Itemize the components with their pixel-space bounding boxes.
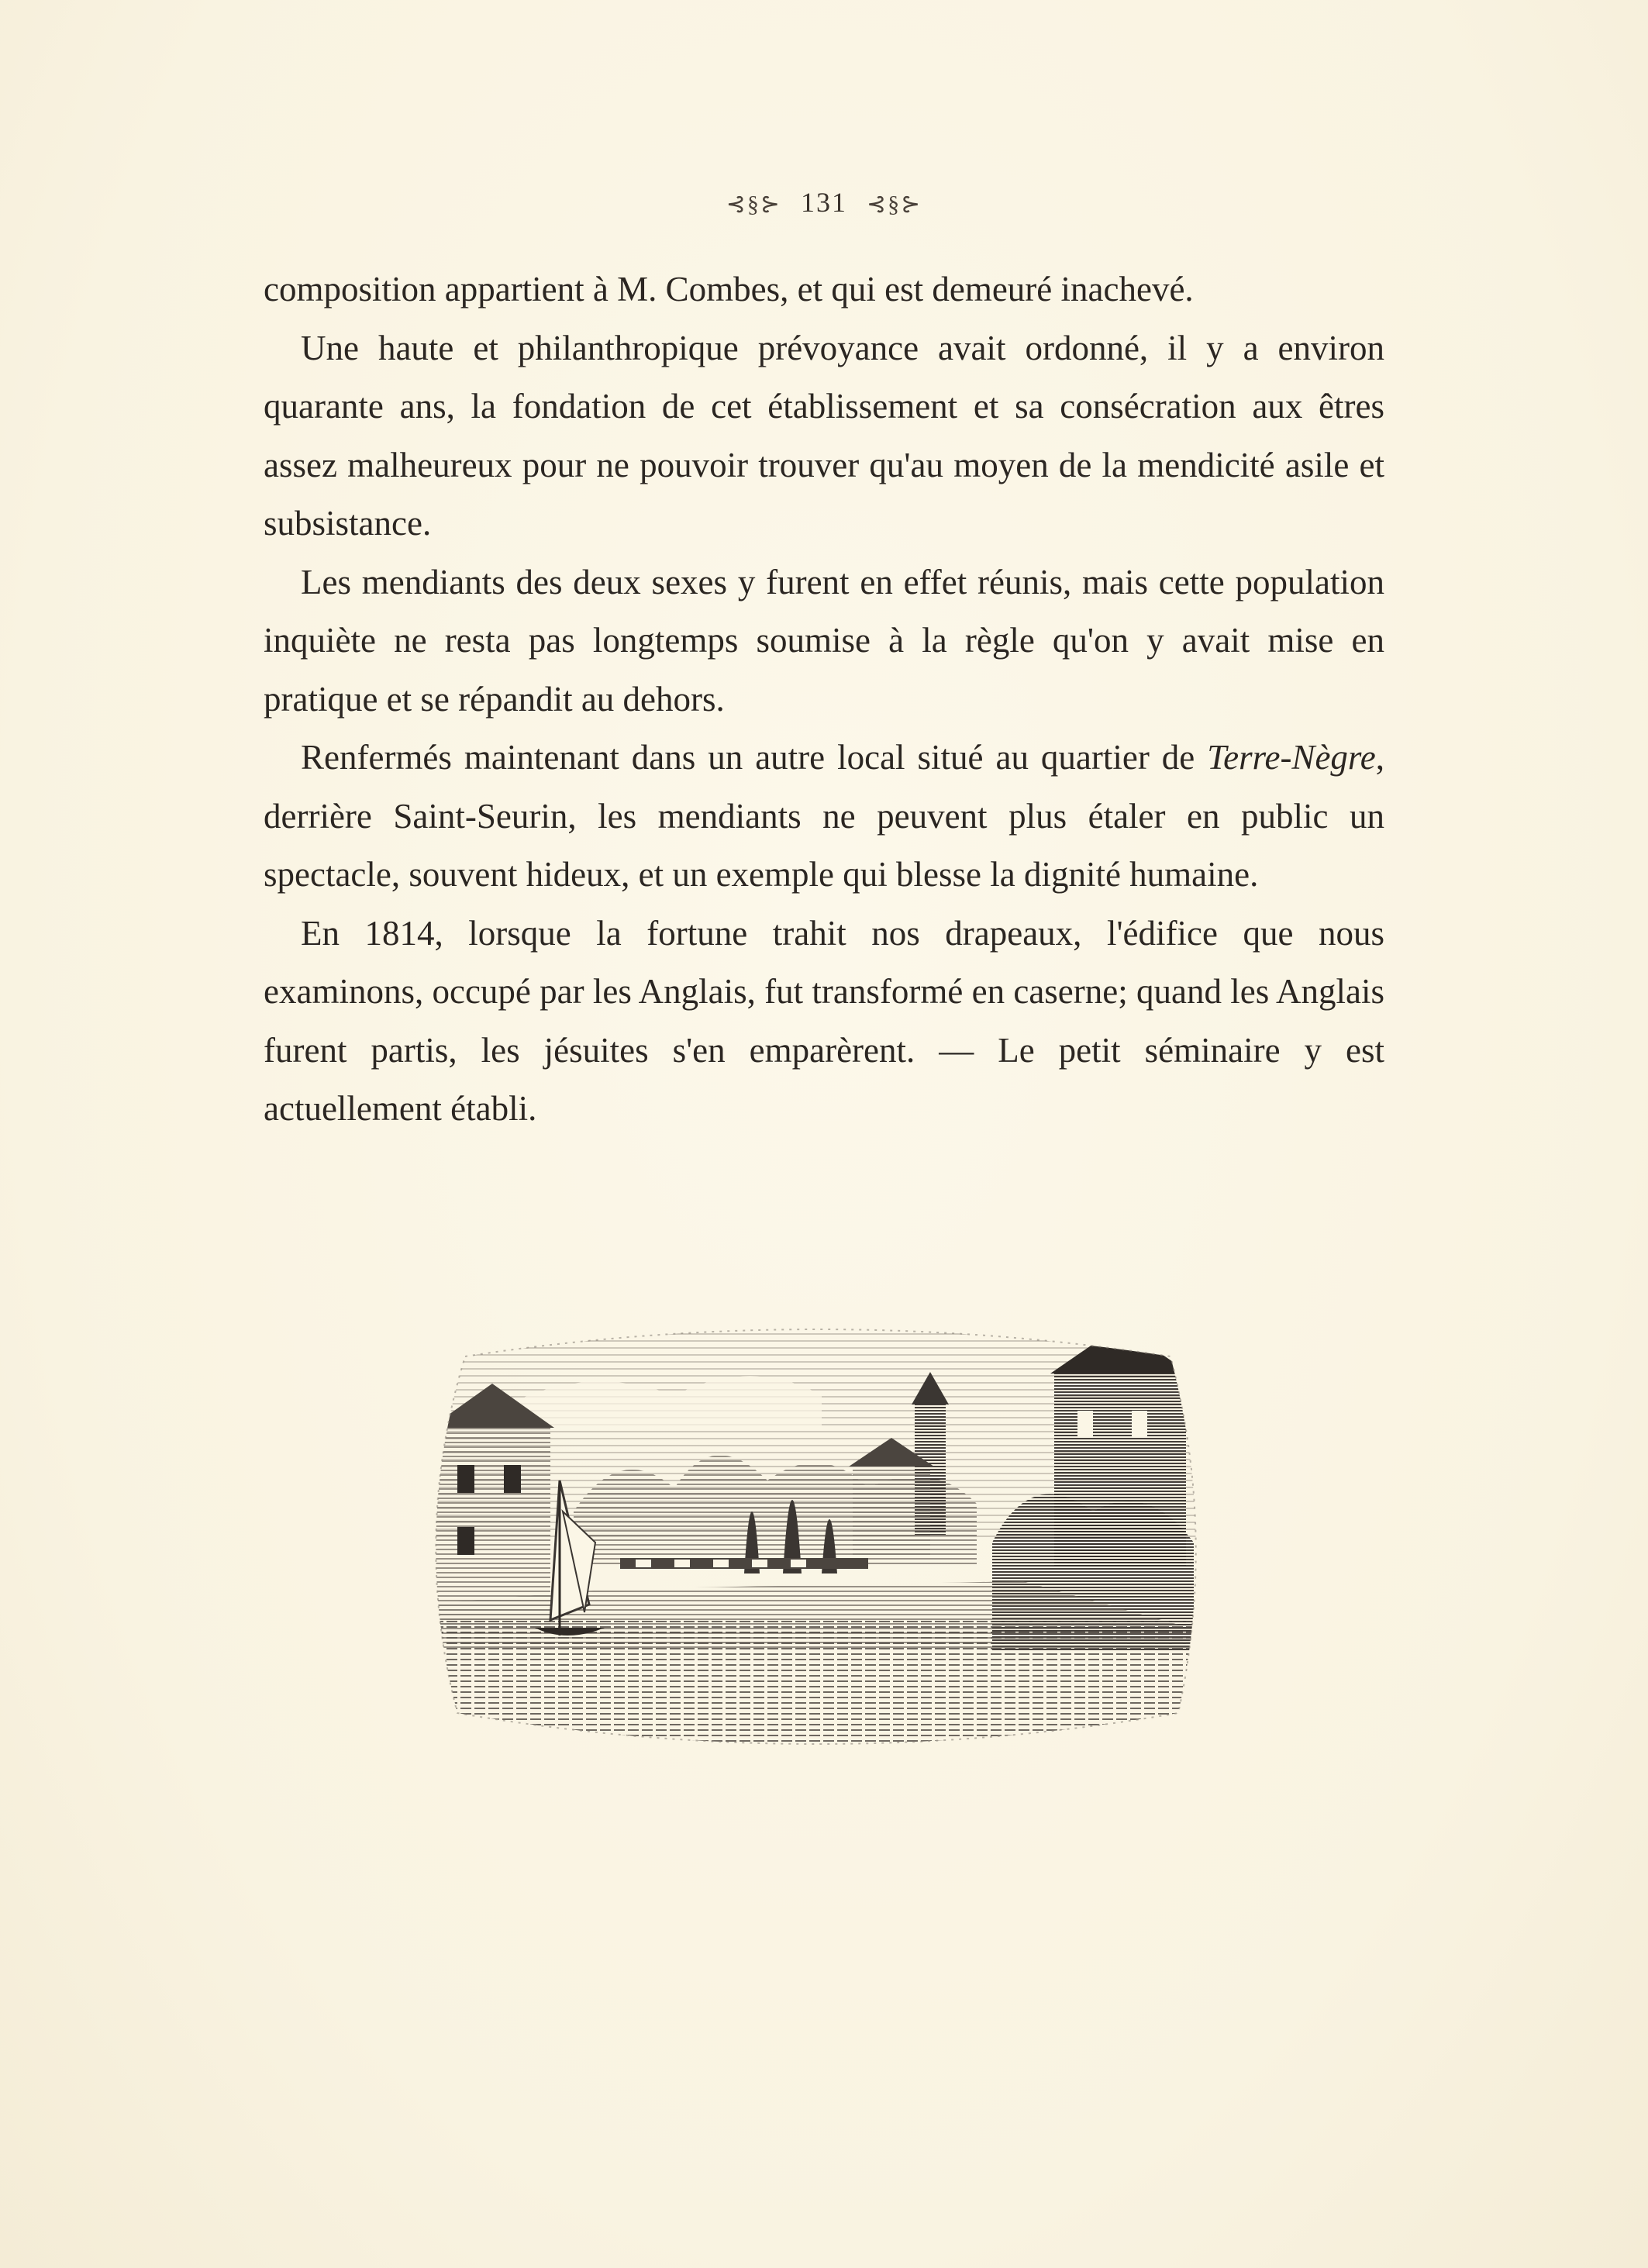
body-text: [264, 260, 1384, 1139]
place-name-italic: Terre-Nègre: [1207, 738, 1376, 777]
paragraph-continuation: composition appartient à M. Combes, et qui est demeuré inachevé.: [264, 270, 1194, 308]
paragraph: [264, 729, 1384, 905]
ornament-left-icon: ⊰§⊱: [726, 191, 781, 217]
page-number: 131: [801, 187, 847, 218]
paragraph: Une haute et philanthropique prévoyance avait ordonné, il y a environ quarante ans, la fondation de cet établissement et sa consécration aux êtres assez malheureux pour ne pouvoir trouver qu'au moyen de la mendicité asile et subsistance.: [264, 328, 1384, 543]
paragraph-text: Renfermés maintenant dans un autre local situé au quartier de: [301, 738, 1208, 777]
paragraph-text: , derrière Saint-Seurin, les mendiants ne peuvent plus étaler en public un spectacle, souvent hideux, et un exemple qui blesse la dignité humaine.: [264, 738, 1384, 894]
page-header: [0, 186, 1648, 219]
paragraph: Les mendiants des deux sexes y furent en effet réunis, mais cette population inquiète ne resta pas longtemps soumise à la règle qu'on y avait mise en pratique et se répandit au dehors.: [264, 562, 1384, 719]
ornament-right-icon: ⊰§⊱: [867, 191, 922, 217]
engraving-river-town-icon: [419, 1310, 1217, 1760]
paragraph: En 1814, lorsque la fortune trahit nos drapeaux, l'édifice que nous examinons, occupé par les Anglais, fut transformé en caserne; quand les Anglais furent partis, les jésuites s'en emparèrent. — Le petit séminaire y est actuellement établi.: [264, 913, 1384, 1128]
engraving-illustration: [419, 1310, 1217, 1760]
